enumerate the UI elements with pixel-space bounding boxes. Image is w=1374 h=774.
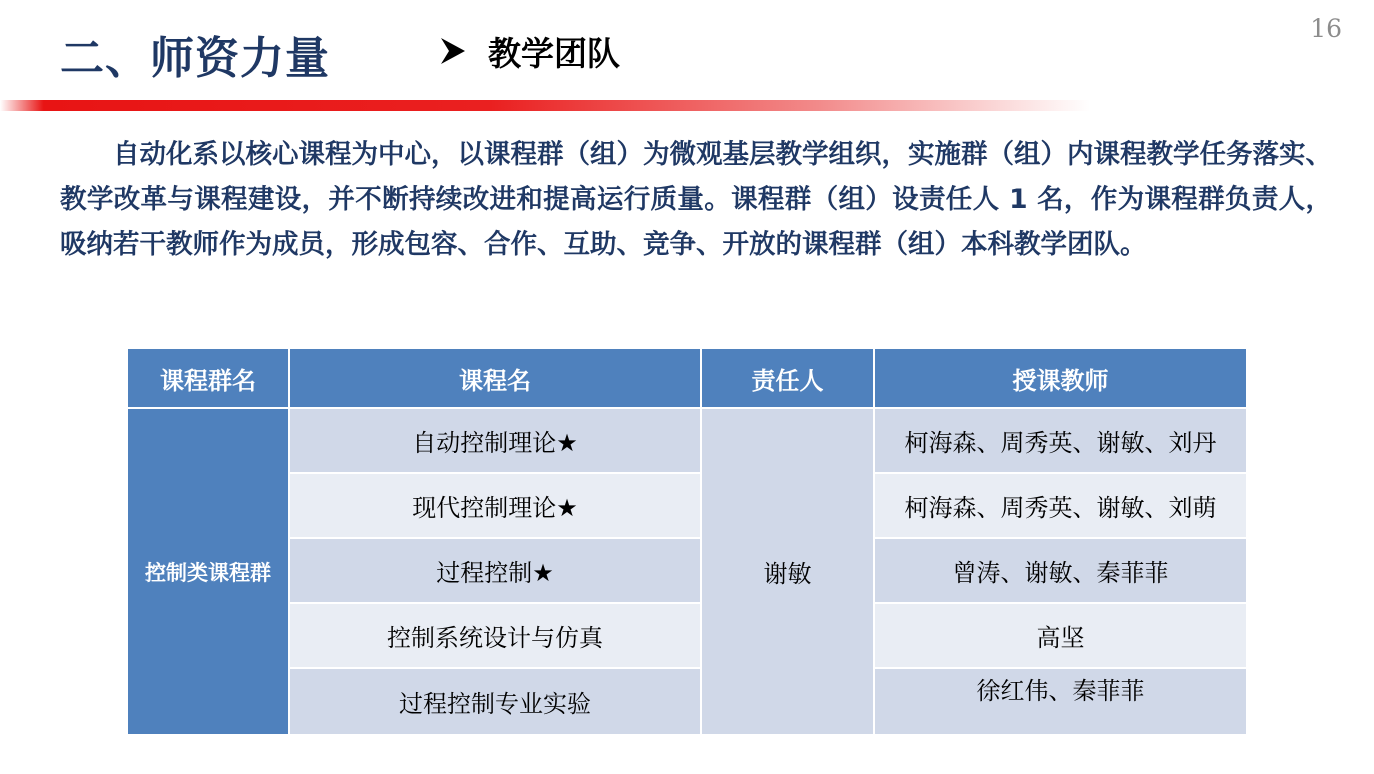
table-header-row: [127, 348, 1247, 408]
intro-paragraph: 自动化系以核心课程为中心，以课程群（组）为微观基层教学组织，实施群（组）内课程教学任务落实、教学改革与课程建设，并不断持续改进和提高运行质量。课程群（组）设责任人 1 名，作为课程群负责人，吸纳若干教师作为成员，形成包容、合作、互助、竞争、开放的课程群（组）本科教学团队。: [60, 139, 1332, 260]
course-cell: 过程控制专业实验: [289, 668, 701, 735]
table-row: [127, 473, 1247, 538]
table-row: [127, 668, 1247, 735]
arrow-right-icon: [440, 36, 466, 66]
column-header-course: 课程名: [289, 348, 701, 408]
table-row: [127, 603, 1247, 668]
subtitle: 教学团队: [488, 33, 620, 73]
teachers-cell: 柯海森、周秀英、谢敏、刘萌: [874, 473, 1247, 538]
table-row: [127, 538, 1247, 603]
teachers-cell: 曾涛、谢敏、秦菲菲: [874, 538, 1247, 603]
group-name-cell: 控制类课程群: [127, 408, 289, 735]
teachers-cell: 柯海森、周秀英、谢敏、刘丹: [874, 408, 1247, 473]
leader-cell: 谢敏: [701, 408, 874, 735]
page-number: 16: [1310, 14, 1342, 43]
column-header-group: 课程群名: [127, 348, 289, 408]
title-divider: [0, 100, 1090, 111]
column-header-leader: 责任人: [701, 348, 874, 408]
table-row: [127, 408, 1247, 473]
section-title: 二、师资力量: [60, 33, 330, 84]
column-header-teachers: 授课教师: [874, 348, 1247, 408]
course-cell: 自动控制理论★: [289, 408, 701, 473]
course-cell: 过程控制★: [289, 538, 701, 603]
teachers-cell: 徐红伟、秦菲菲: [874, 668, 1247, 735]
course-cell: 控制系统设计与仿真: [289, 603, 701, 668]
teachers-cell: 高坚: [874, 603, 1247, 668]
course-cell: 现代控制理论★: [289, 473, 701, 538]
subtitle-group: [440, 26, 620, 76]
teaching-team-table: [126, 347, 1248, 736]
